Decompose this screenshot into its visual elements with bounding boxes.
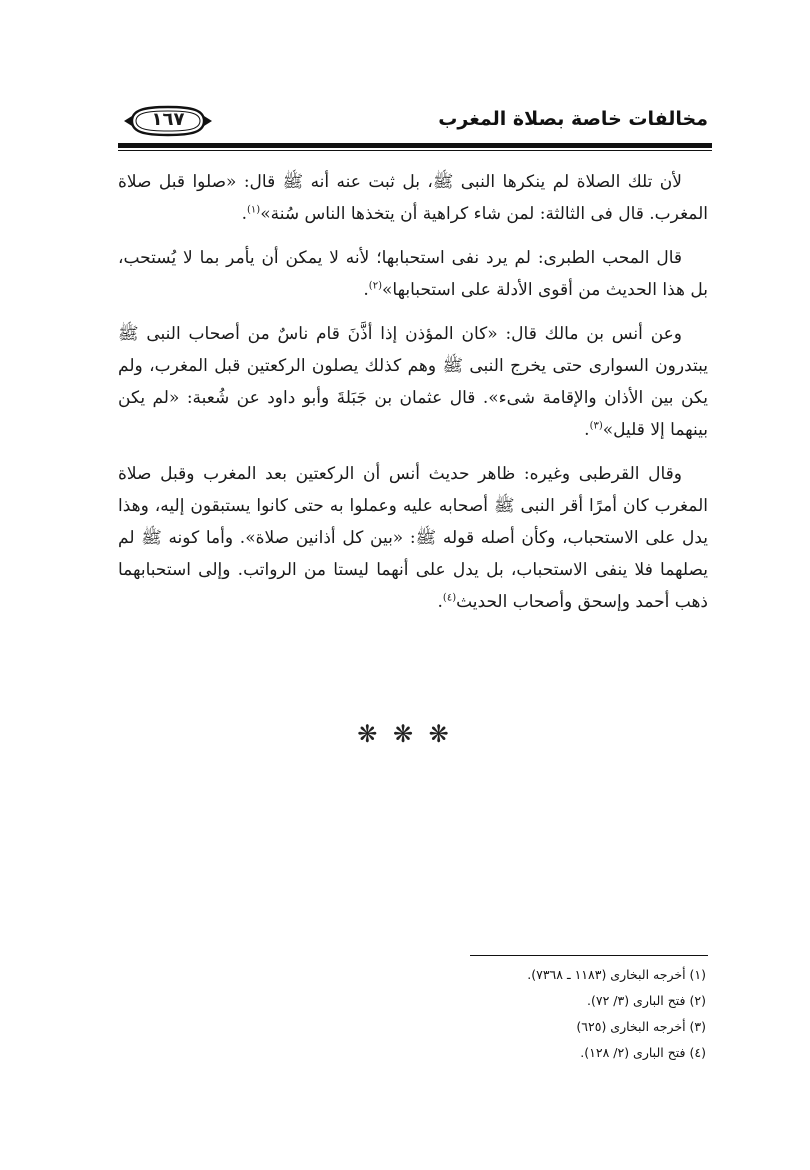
footnote-ref-1: (١) (247, 204, 261, 216)
section-separator: ❋ ❋ ❋ (357, 720, 453, 748)
footnotes (400, 962, 706, 1066)
footnote-4: (٤) فتح البارى (٢/ ١٢٨). (580, 1045, 706, 1060)
footnote-divider (470, 955, 708, 956)
page-number-frame (122, 104, 214, 138)
footnote-1: (١) أخرجه البخارى (١١٨٣ ـ ٧٣٦٨). (527, 967, 706, 982)
footnote-3: (٣) أخرجه البخارى (٦٢٥) (576, 1019, 706, 1034)
footnote-ref-3: (٣) (589, 420, 603, 432)
main-text (118, 166, 708, 630)
paragraph-4: وقال القرطبى وغيره: ظاهر حديث أنس أن الركعتين بعد المغرب وقبل صلاة المغرب كان أمرًا أقر النبى ﷺ أصحابه عليه وعملوا به حتى كانوا يستبقون إليه، وهذا يدل على الاستحباب، وكأن أصله قوله ﷺ: «بين كل أذانين صلاة». وأما كونه ﷺ لم يصلهما فلا ينفى الاستحباب، بل يدل على أنهما ليستا من الرواتب. وإلى استحبابهما ذهب أحمد وإسحق وأصحاب الحديث$^{(٤)}$. (118, 464, 708, 612)
page-number: ١٦٧ (151, 109, 185, 130)
paragraph-2: قال المحب الطبرى: لم يرد نفى استحبابها؛ لأنه لا يمكن أن يأمر بما لا يُستحب، بل هذا الحديث من أقوى الأدلة على استحبابها»$^{(٢)}$. (118, 248, 708, 300)
footnote-ref-4: (٤) (442, 592, 457, 604)
footnote-ref-2: (٢) (368, 280, 382, 292)
header-rule-thick (118, 143, 712, 148)
paragraph-1: لأن تلك الصلاة لم ينكرها النبى ﷺ، بل ثبت عنه أنه ﷺ قال: «صلوا قبل صلاة المغرب. قال فى الثالثة: لمن شاء كراهية أن يتخذها الناس سُنة»$^{(١)}$. (118, 172, 708, 224)
footnote-2: (٢) فتح البارى (٣/ ٧٢). (587, 993, 706, 1008)
header-rule-thin (118, 150, 712, 151)
paragraph-3: وعن أنس بن مالك قال: «كان المؤذن إذا أذَّنَ قام ناسٌ من أصحاب النبى ﷺ يبتدرون السوارى حتى يخرج النبى ﷺ وهم كذلك يصلون الركعتين قبل المغرب، ولم يكن بين الأذان والإقامة شىء». قال عثمان بن جَبَلةَ وأبو داود عن شُعبة: «لم يكن بينهما إلا قليل»$^{(٣)}$. (118, 324, 708, 440)
running-title: مخالفات خاصة بصلاة المغرب (438, 108, 708, 130)
